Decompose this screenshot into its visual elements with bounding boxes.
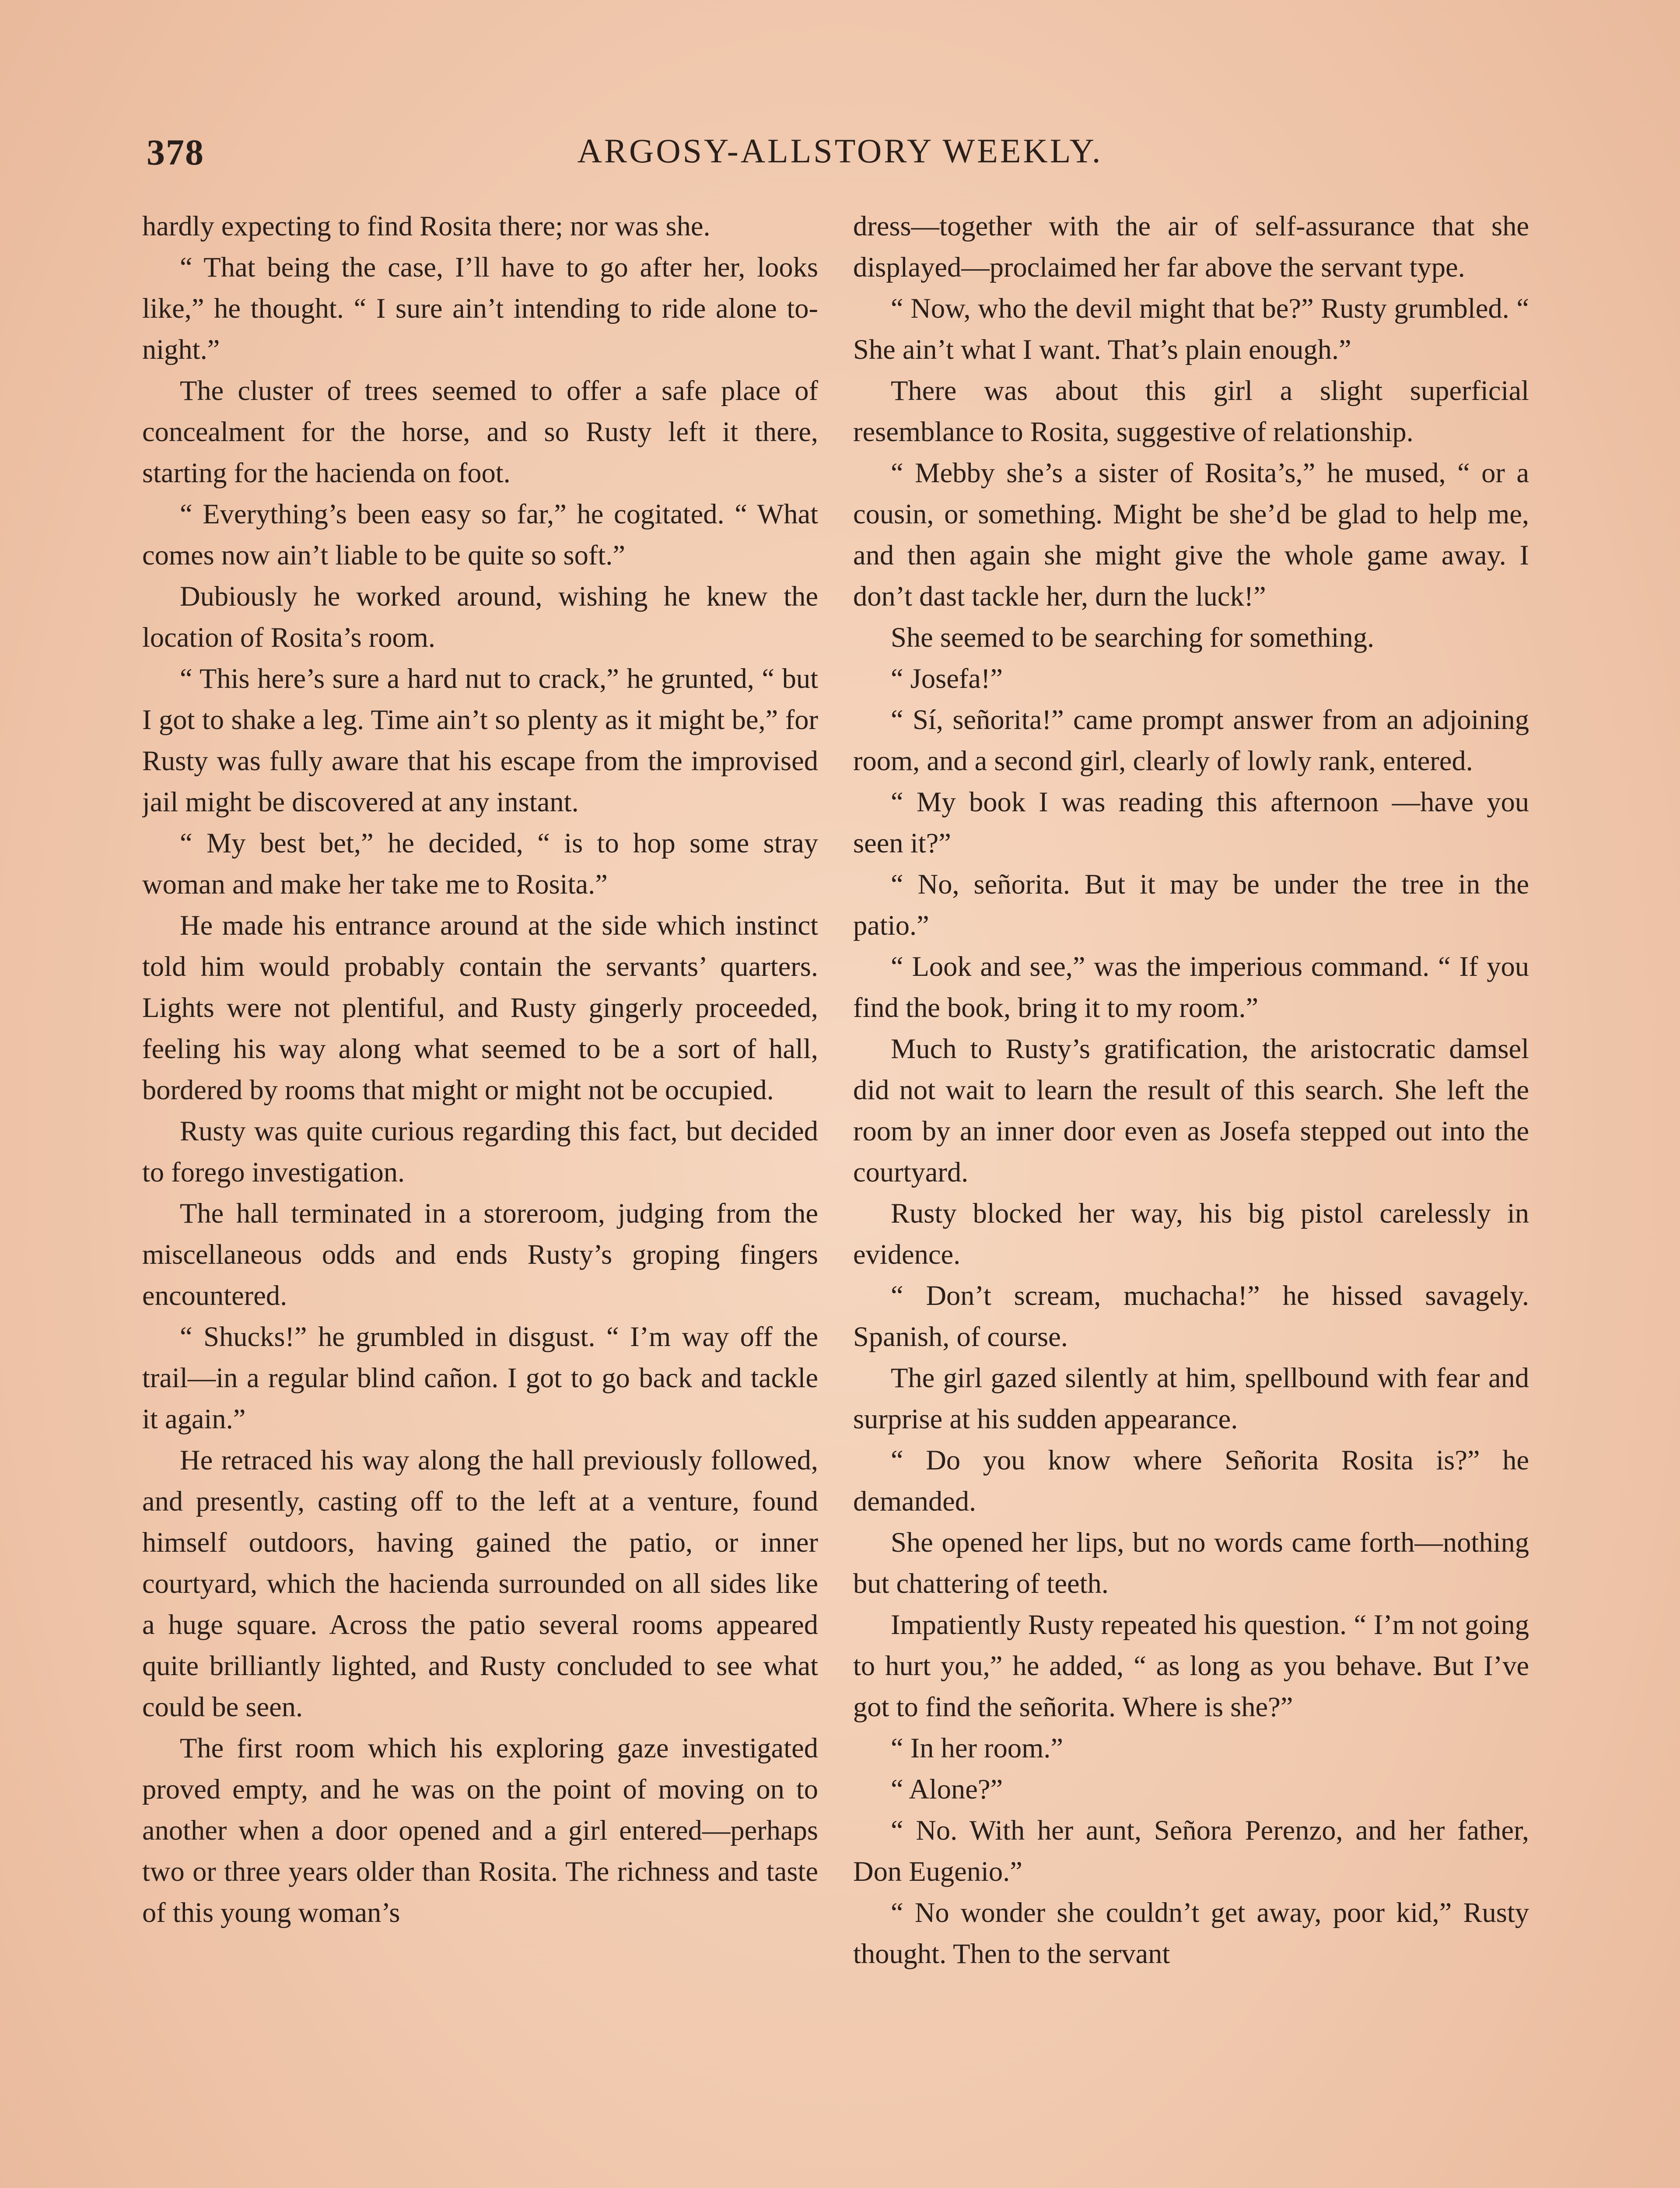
paragraph: “ Mebby she’s a sister of Rosita’s,” he mused, “ or a cousin, or something. Might be she’d be glad to help me, and then again she might give the whole game away. I don’t dast tackle her, durn the luck!” <box>853 457 1529 612</box>
paragraph: “ Look and see,” was the imperious command. “ If you find the book, bring it to my room.” <box>853 951 1529 1023</box>
paragraph: The girl gazed silently at him, spellbound with fear and surprise at his sudden appearance. <box>853 1362 1529 1434</box>
paragraph: Dubiously he worked around, wishing he knew the location of Rosita’s room. <box>142 581 818 653</box>
paragraph: “ No. With her aunt, Señora Perenzo, and her father, Don Eugenio.” <box>853 1815 1529 1887</box>
paragraph: “ Shucks!” he grumbled in disgust. “ I’m way off the trail—in a regular blind cañon. I got to go back and tackle it again.” <box>142 1321 818 1434</box>
paragraph: He made his entrance around at the side which instinct told him would probably contain the servants’ quarters. Lights were not plentiful, and Rusty gingerly proceeded, feeling his way along what seemed to be a sort of hall, bordered by rooms that might or might not be occupied. <box>142 910 818 1105</box>
paragraph: “ Alone?” <box>891 1774 1003 1805</box>
paragraph: The cluster of trees seemed to offer a safe place of concealment for the horse, and so Rusty left it there, starting for the hacienda on foot. <box>142 375 818 488</box>
paragraph: Rusty blocked her way, his big pistol carelessly in evidence. <box>853 1198 1529 1270</box>
paragraph: The hall terminated in a storeroom, judging from the miscellaneous odds and ends Rusty’s groping fingers encountered. <box>142 1198 818 1311</box>
paragraph: “ Everything’s been easy so far,” he cogitated. “ What comes now ain’t liable to be quite so soft.” <box>142 498 818 571</box>
paragraph: Impatiently Rusty repeated his question. “ I’m not going to hurt you,” he added, “ as long as you behave. But I’ve got to find the señorita. Where is she?” <box>853 1609 1529 1722</box>
paragraph: “ This here’s sure a hard nut to crack,” he grunted, “ but I got to shake a leg. Time ain’t so plenty as it might be,” for Rusty was fully aware that his escape from the improvised jail might be discovered at any instant. <box>142 663 818 817</box>
paragraph: “ My book I was reading this afternoon —have you seen it?” <box>853 786 1529 859</box>
paragraph: “ That being the case, I’ll have to go after her, looks like,” he thought. “ I sure ain’t intending to ride alone to-night.” <box>142 252 818 365</box>
paragraph: “ In her room.” <box>891 1732 1063 1764</box>
paragraph: He retraced his way along the hall previously followed, and presently, casting off to the left at a venture, found himself outdoors, having gained the patio, or inner courtyard, which the hacienda surrounded on all sides like a huge square. Across the patio several rooms appeared quite brilliantly lighted, and Rusty concluded to see what could be seen. <box>142 1445 818 1722</box>
left-column <box>142 206 818 2188</box>
paragraph: There was about this girl a slight superficial resemblance to Rosita, suggestive of relationship. <box>853 375 1529 447</box>
paragraph: She opened her lips, but no words came forth—nothing but chattering of teeth. <box>853 1527 1529 1599</box>
paragraph: “ Don’t scream, muchacha!” he hissed savagely. Spanish, of course. <box>853 1280 1529 1352</box>
paragraph: Rusty was quite curious regarding this fact, but decided to forego investigation. <box>142 1115 818 1188</box>
paragraph: She seemed to be searching for something. <box>891 622 1375 653</box>
right-column <box>853 206 1529 2188</box>
paragraph: “ Sí, señorita!” came prompt answer from an adjoining room, and a second girl, clearly of lowly rank, entered. <box>853 704 1529 776</box>
paragraph: Much to Rusty’s gratification, the aristocratic damsel did not wait to learn the result of this search. She left the room by an inner door even as Josefa stepped out into the courtyard. <box>853 1033 1529 1188</box>
paragraph: “ Now, who the devil might that be?” Rusty grumbled. “ She ain’t what I want. That’s plain enough.” <box>853 293 1529 365</box>
paragraph: “ No, señorita. But it may be under the tree in the patio.” <box>853 869 1529 941</box>
paragraph: “ My best bet,” he decided, “ is to hop some stray woman and make her take me to Rosita.” <box>142 828 818 900</box>
paragraph: The first room which his exploring gaze investigated proved empty, and he was on the point of moving on to another when a door opened and a girl entered—perhaps two or three years older than Rosita. The richness and taste of this young woman’s <box>142 1732 818 1928</box>
paragraph: “ Josefa!” <box>891 663 1003 694</box>
paragraph: dress—together with the air of self-assurance that she displayed—proclaimed her far above the servant type. <box>853 210 1529 283</box>
page-number: 378 <box>147 132 204 173</box>
paragraph: “ No wonder she couldn’t get away, poor kid,” Rusty thought. Then to the servant <box>853 1897 1529 1969</box>
page-header <box>147 131 1533 179</box>
running-title: ARGOSY-ALLSTORY WEEKLY. <box>577 132 1103 170</box>
paragraph: hardly expecting to find Rosita there; nor was she. <box>142 210 710 242</box>
paragraph: “ Do you know where Señorita Rosita is?” he demanded. <box>853 1445 1529 1517</box>
